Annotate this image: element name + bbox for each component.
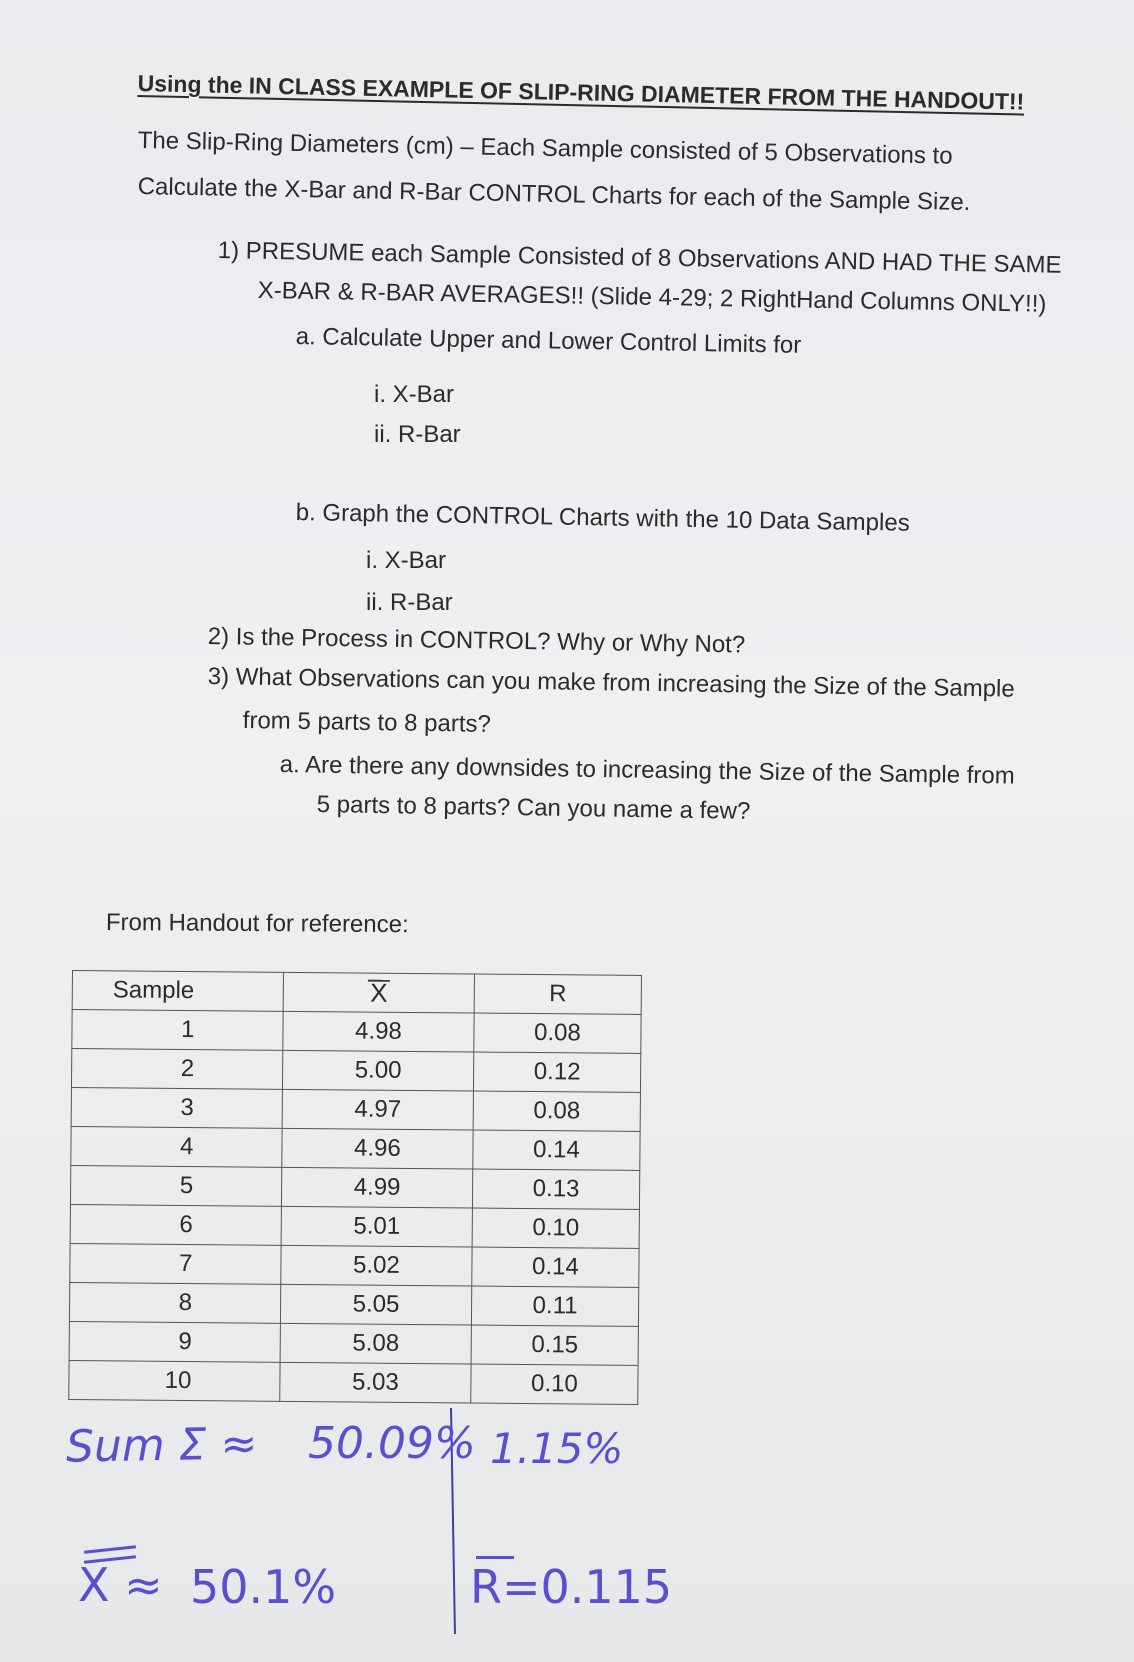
intro-line-2: Calculate the X-Bar and R-Bar CONTROL Charts for each of the Sample Size. (137, 172, 971, 216)
cell-xbar: 4.98 (283, 1011, 474, 1052)
question-1a-ii: ii. R-Bar (374, 421, 461, 448)
header-r: R (474, 974, 641, 1014)
cell-xbar: 5.01 (281, 1206, 472, 1247)
question-3a-line-1: a. Are there any downsides to increasing the Size of the Sample from (279, 750, 1015, 790)
table-row (69, 1282, 638, 1326)
cell-r: 0.12 (473, 1052, 640, 1092)
handwritten-xdoublebar-value: 50.1% (190, 1560, 337, 1614)
cell-sample: 6 (70, 1204, 281, 1245)
cell-r: 0.13 (472, 1169, 639, 1209)
cell-r: 0.15 (471, 1325, 638, 1365)
cell-xbar: 4.96 (282, 1128, 473, 1169)
table-row (69, 1321, 638, 1365)
question-3-line-1: 3) What Observations can you make from increasing the Size of the Sample (207, 662, 1015, 703)
cell-r: 0.08 (474, 1013, 641, 1053)
cell-r: 0.11 (471, 1286, 638, 1326)
table-row (72, 1010, 641, 1054)
cell-xbar: 5.00 (282, 1050, 473, 1091)
cell-sample: 4 (71, 1126, 282, 1167)
cell-r: 0.14 (472, 1247, 639, 1287)
question-1a-i: i. X-Bar (374, 381, 455, 408)
cell-sample: 5 (70, 1165, 281, 1206)
table-row (71, 1049, 640, 1093)
question-3a-line-2: 5 parts to 8 parts? Can you name a few? (316, 790, 751, 825)
cell-r: 0.14 (473, 1130, 640, 1170)
handwritten-sum-label: Sum Σ ≈ (65, 1418, 258, 1473)
cell-sample: 7 (70, 1243, 281, 1284)
rbar-overline (476, 1556, 514, 1559)
worksheet-heading: Using the IN CLASS EXAMPLE OF SLIP-RING DIAMETER FROM THE HANDOUT!! (137, 69, 1025, 115)
cell-sample: 2 (71, 1049, 282, 1090)
slip-ring-data-table (68, 970, 642, 1405)
cell-r: 0.10 (472, 1208, 639, 1248)
table-row (70, 1243, 639, 1287)
question-1b-i: i. X-Bar (366, 547, 447, 574)
cell-r: 0.10 (471, 1364, 638, 1404)
table-row (71, 1126, 640, 1170)
question-1-line-1: 1) PRESUME each Sample Consisted of 8 Observations AND HAD THE SAME (217, 236, 1062, 279)
table-row (70, 1204, 639, 1248)
double-bar-line-1 (84, 1545, 136, 1553)
cell-xbar: 4.97 (282, 1089, 473, 1130)
cell-sample: 9 (69, 1321, 280, 1362)
cell-r: 0.08 (473, 1091, 640, 1131)
header-xbar (283, 972, 474, 1013)
header-sample: Sample (72, 971, 283, 1012)
table-header-row (72, 971, 641, 1015)
cell-xbar: 5.03 (280, 1362, 471, 1403)
xbar-symbol: X (370, 977, 388, 1008)
question-1b: b. Graph the CONTROL Charts with the 10 Data Samples (295, 498, 910, 537)
question-3-line-2: from 5 parts to 8 parts? (242, 706, 492, 738)
question-1a: a. Calculate Upper and Lower Control Limits for (295, 322, 802, 359)
intro-line-1: The Slip-Ring Diameters (cm) – Each Sample consisted of 5 Observations to (137, 126, 953, 170)
handwritten-sum-r: 1.15% (490, 1424, 624, 1473)
handwritten-sum-xbar: 50.09% (308, 1418, 476, 1469)
cell-sample: 1 (72, 1010, 283, 1051)
cell-xbar: 5.05 (280, 1284, 471, 1325)
handwritten-rbar-value: R=0.115 (470, 1560, 673, 1614)
question-1b-ii: ii. R-Bar (366, 589, 453, 616)
cell-xbar: 5.08 (280, 1323, 471, 1364)
table-row (71, 1087, 640, 1131)
cell-xbar: 4.99 (281, 1167, 472, 1208)
cell-xbar: 5.02 (281, 1245, 472, 1286)
cell-sample: 3 (71, 1087, 282, 1128)
question-1-line-2: X-BAR & R-BAR AVERAGES!! (Slide 4-29; 2 RightHand Columns ONLY!!) (257, 276, 1047, 318)
cell-sample: 8 (69, 1282, 280, 1323)
table-row (70, 1165, 639, 1209)
question-2: 2) Is the Process in CONTROL? Why or Why Not? (207, 622, 746, 659)
cell-sample: 10 (69, 1360, 280, 1401)
handwritten-xdoublebar-label: X ≈ (78, 1558, 163, 1612)
table-row (69, 1360, 638, 1404)
reference-label: From Handout for reference: (105, 909, 409, 939)
